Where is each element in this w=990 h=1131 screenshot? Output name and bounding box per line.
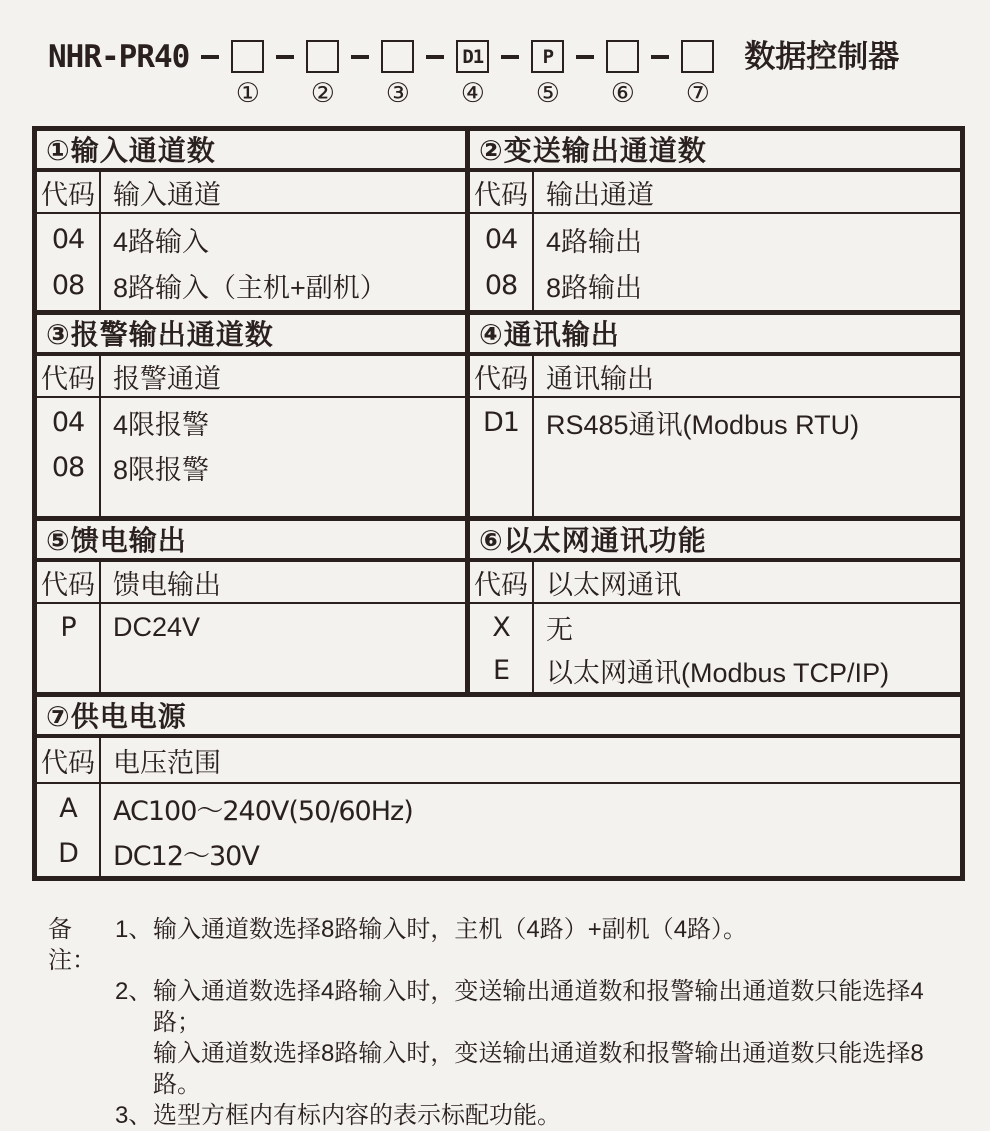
- section-2-header: [470, 172, 960, 214]
- code-value: 08: [51, 269, 85, 301]
- section-4-body: [470, 398, 960, 516]
- code-header: 代码: [37, 172, 101, 212]
- code-value: 04: [51, 223, 85, 255]
- section-3-body: [37, 398, 465, 516]
- code-value: D: [58, 838, 78, 869]
- section-4-header: [470, 356, 960, 398]
- code-description: DC12～30V: [113, 841, 259, 872]
- position-number-2: ②: [310, 78, 335, 108]
- note-number: 1、: [115, 916, 153, 943]
- section-6-title: ⑥以太网通讯功能: [470, 521, 960, 562]
- code-description: 8路输入（主机+副机）: [113, 272, 387, 303]
- model-position-6: [606, 40, 639, 107]
- code-description: 4路输出: [546, 226, 643, 257]
- model-suffix: 数据控制器: [744, 39, 900, 74]
- code-header: 代码: [37, 562, 101, 602]
- note-2: [48, 976, 968, 1100]
- desc-header: 以太网通讯: [546, 569, 681, 600]
- section-communication-output: [470, 315, 960, 521]
- note-text-line: 输入通道数选择4路输入时，变送输出通道数和报警输出通道数只能选择4路；: [153, 978, 924, 1036]
- dash-separator: [351, 55, 369, 59]
- position-number-1: ①: [235, 78, 260, 108]
- dash-separator: [576, 55, 594, 59]
- dash-separator: [501, 55, 519, 59]
- code-value: 04: [484, 223, 518, 255]
- model-code-line: [48, 40, 899, 107]
- section-1-title: ①输入通道数: [37, 131, 465, 172]
- position-number-6: ⑥: [610, 78, 635, 108]
- notes: [48, 914, 968, 1131]
- dash-separator: [276, 55, 294, 59]
- model-position-1: [231, 40, 264, 107]
- section-transmit-output-channels: [470, 131, 960, 315]
- ordering-table: [32, 126, 965, 881]
- section-1-body: [37, 214, 465, 310]
- dash-separator: [426, 55, 444, 59]
- desc-header: 通讯输出: [546, 363, 654, 394]
- desc-header: 输出通道: [546, 179, 654, 210]
- dash-separator: [201, 55, 219, 59]
- code-description: 8路输出: [546, 272, 643, 303]
- code-value: 08: [484, 269, 518, 301]
- code-description: 8限报警: [113, 455, 210, 485]
- code-header: 代码: [37, 738, 101, 782]
- model-box-7: [681, 40, 714, 73]
- desc-header: 输入通道: [113, 179, 221, 210]
- code-description: DC24V: [113, 612, 201, 642]
- code-value: A: [59, 793, 77, 824]
- model-box-1: [231, 40, 264, 73]
- section-5-header: [37, 562, 465, 604]
- section-7-body: [37, 784, 960, 876]
- note-number: 2、: [115, 978, 153, 1005]
- code-value: P: [60, 612, 76, 643]
- code-value: 08: [51, 452, 85, 483]
- code-value: E: [492, 655, 510, 686]
- model-position-3: [381, 40, 414, 107]
- code-header: 代码: [470, 172, 534, 212]
- model-position-7: [681, 40, 714, 107]
- code-value: 04: [51, 407, 85, 438]
- code-description: 4限报警: [113, 410, 210, 440]
- model-position-5: [531, 40, 564, 107]
- section-1-header: [37, 172, 465, 214]
- section-2-title: ②变送输出通道数: [470, 131, 960, 172]
- model-position-2: [306, 40, 339, 107]
- section-6-body: [470, 604, 960, 692]
- section-input-channels: [37, 131, 470, 315]
- note-number: 3、: [115, 1102, 153, 1129]
- code-description: 无: [546, 615, 573, 645]
- notes-label: 备注：: [48, 916, 96, 974]
- model-prefix: NHR-PR40: [48, 39, 190, 75]
- model-box-6: [606, 40, 639, 73]
- code-value: X: [492, 612, 510, 643]
- section-3-header: [37, 356, 465, 398]
- note-text: [153, 976, 968, 1100]
- section-3-title: ③报警输出通道数: [37, 315, 465, 356]
- code-header: 代码: [470, 562, 534, 602]
- code-description: AC100～240V(50/60Hz): [113, 796, 413, 827]
- desc-header: 馈电输出: [113, 569, 221, 600]
- desc-header: 报警通道: [113, 363, 221, 394]
- desc-header: 电压范围: [113, 747, 221, 778]
- code-header: 代码: [37, 356, 101, 396]
- note-text: 输入通道数选择8路输入时，主机（4路）+副机（4路）。: [153, 916, 748, 943]
- position-number-5: ⑤: [535, 78, 560, 108]
- section-alarm-output-channels: [37, 315, 470, 521]
- section-supply-power: [37, 697, 960, 876]
- code-value: D1: [483, 407, 519, 438]
- section-feed-power-output: [37, 521, 470, 697]
- model-box-2: [306, 40, 339, 73]
- code-description: 以太网通讯(Modbus TCP/IP): [546, 658, 890, 688]
- model-position-4: [456, 40, 489, 107]
- note-text-line: 输入通道数选择8路输入时，变送输出通道数和报警输出通道数只能选择8路。: [153, 1040, 924, 1098]
- note-text: 选型方框内有标内容的表示标配功能。: [153, 1102, 561, 1129]
- position-number-3: ③: [385, 78, 410, 108]
- section-5-body: [37, 604, 465, 692]
- section-7-header: [37, 738, 960, 784]
- section-5-title: ⑤馈电输出: [37, 521, 465, 562]
- section-4-title: ④通讯输出: [470, 315, 960, 356]
- note-1: [48, 914, 968, 976]
- code-description: 4路输入: [113, 226, 210, 257]
- code-description: RS485通讯(Modbus RTU): [546, 410, 860, 440]
- model-box-4: D1: [456, 40, 489, 73]
- position-number-7: ⑦: [685, 78, 710, 108]
- code-header: 代码: [470, 356, 534, 396]
- dash-separator: [651, 55, 669, 59]
- model-box-3: [381, 40, 414, 73]
- section-6-header: [470, 562, 960, 604]
- section-ethernet-function: [470, 521, 960, 697]
- model-box-5: P: [531, 40, 564, 73]
- section-2-body: [470, 214, 960, 310]
- position-number-4: ④: [460, 78, 485, 108]
- section-7-title: ⑦供电电源: [37, 697, 960, 738]
- note-3: [48, 1100, 968, 1131]
